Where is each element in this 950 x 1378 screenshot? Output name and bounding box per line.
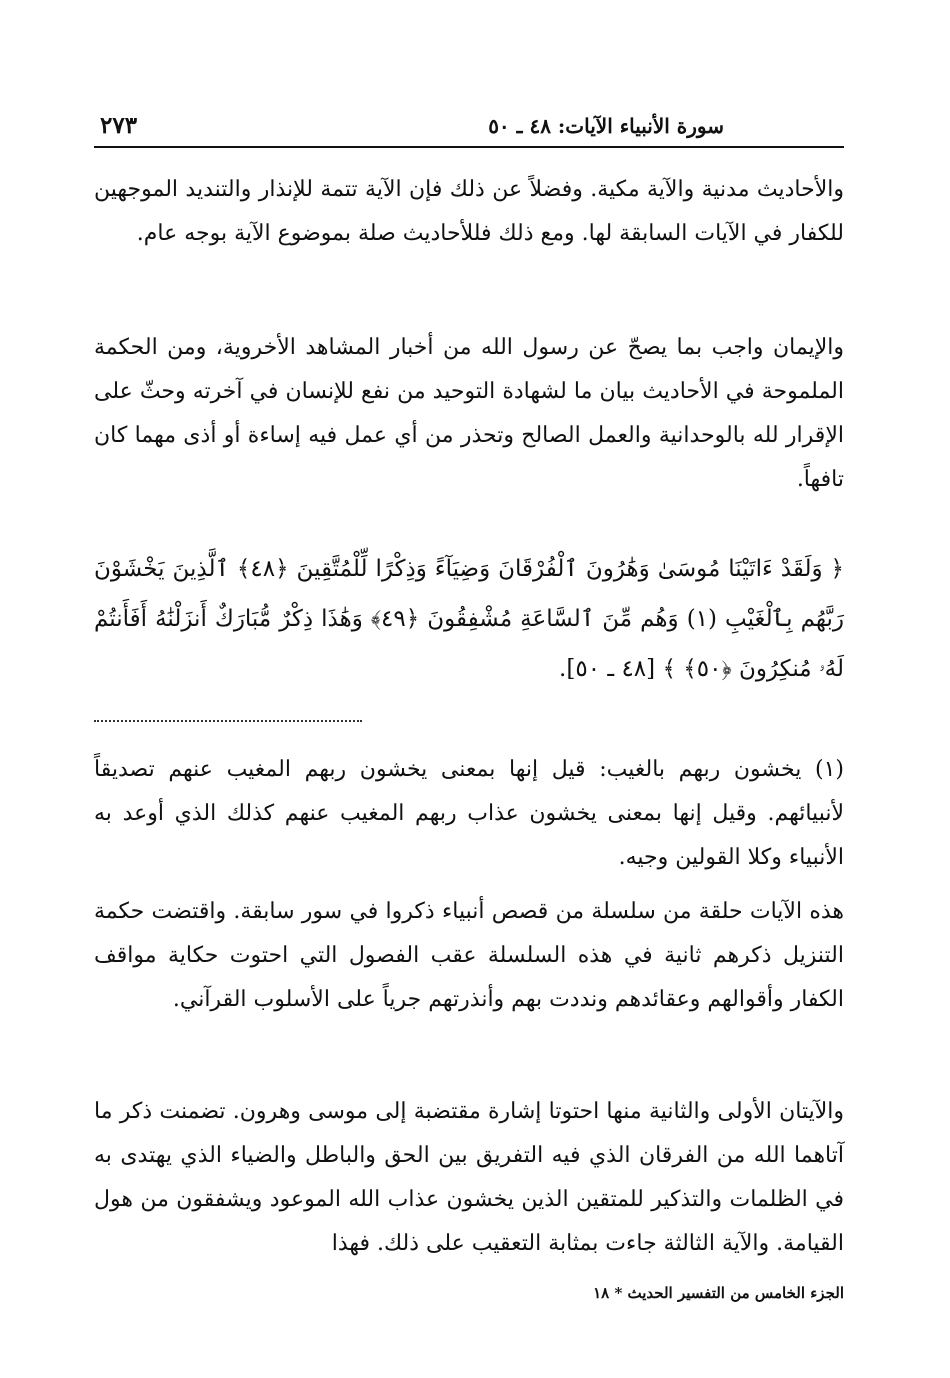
quran-verse: ﴿ وَلَقَدْ ءَاتَيْنَا مُوسَىٰ وَهَٰرُونَ ٱلْفُرْقَانَ وَضِيَآءً وَذِكْرًا لِّلْمُتَّقِينَ ﴿٤٨﴾ ٱلَّذِينَ يَخْشَوْنَ رَبَّهُم بِٱلْغَيْبِ (١) وَهُم مِّنَ ٱلسَّاعَةِ مُشْفِقُونَ ﴿٤٩﴾ وَهَٰذَا ذِكْرٌ مُّبَارَكٌ أَنزَلْنَٰهُ أَفَأَنتُمْ لَهُۥ مُنكِرُونَ ﴿٥٠﴾ ﴾ [٤٨ ـ ٥٠]. bbox=[94, 556, 845, 682]
page-header bbox=[94, 100, 844, 148]
book-page bbox=[94, 100, 845, 1302]
surah-title: سورة الأنبياء الآيات: ٤٨ ـ ٥٠ bbox=[488, 114, 724, 138]
volume-signature: الجزء الخامس من التفسير الحديث * ١٨ bbox=[593, 1284, 844, 1302]
paragraph-2: والإيمان واجب بما يصحّ عن رسول الله من أخبار المشاهد الأخروية، ومن الحكمة الملموحة في الأحاديث بيان ما لشهادة التوحيد من نفع للإنسان في آخرته وحثّ على الإقرار لله بالوحدانية والعمل الصالح وتحذر من أي عمل فيه إساءة أو أذى مهما كان تافهاً. bbox=[94, 335, 844, 492]
footnote: (١) يخشون ربهم بالغيب: قيل إنها بمعنى يخشون ربهم المغيب عنهم تصديقاً لأنبيائهم. وقيل إنها بمعنى يخشون عذاب ربهم المغيب عنهم كذلك الذي أوعد به الأنبياء وكلا القولين وجيه. bbox=[94, 757, 844, 870]
paragraph-3: هذه الآيات حلقة من سلسلة من قصص أنبياء ذكروا في سور سابقة. واقتضت حكمة التنزيل ذكرهم ثانية في هذه السلسلة عقب الفصول التي احتوت حكاية مواقف الكفار وأقوالهم وعقائدهم ونددت بهم وأنذرتهم جرياً على الأسلوب القرآني. bbox=[94, 899, 844, 1012]
page-number: ٢٧٣ bbox=[100, 112, 138, 139]
footnote-separator bbox=[94, 720, 362, 722]
paragraph-4: والآيتان الأولى والثانية منها احتوتا إشارة مقتضبة إلى موسى وهرون. تضمنت ذكر ما آتاهما الله من الفرقان الذي فيه التفريق بين الحق والباطل والضياء الذي يهتدى به في الظلمات والتذكير للمتقين الذين يخشون عذاب الله الموعود ويشفقون من هول القيامة. والآية الثالثة جاءت بمثابة التعقيب على ذلك. فهذا bbox=[94, 1099, 844, 1256]
paragraph-1: والأحاديث مدنية والآية مكية. وفضلاً عن ذلك فإن الآية تتمة للإنذار والتنديد الموجهين للكفار في الآيات السابقة لها. ومع ذلك فللأحاديث صلة بموضوع الآية بوجه عام. bbox=[94, 177, 844, 246]
